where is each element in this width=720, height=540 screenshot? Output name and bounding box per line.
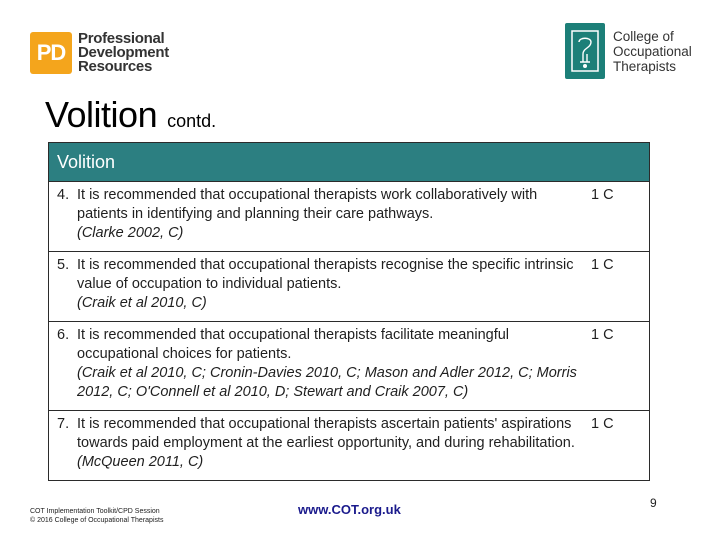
pdr-line-2: Development (78, 44, 169, 61)
table-row (49, 181, 649, 251)
cot-wordmark (613, 29, 692, 74)
pdr-line-3: Resources (78, 58, 153, 75)
pdr-line-1: Professional (78, 30, 165, 47)
recommendation-grade: 1 C (591, 257, 614, 273)
pdr-badge: PD (30, 32, 72, 74)
table-row (49, 321, 649, 410)
table-header: Volition (49, 143, 649, 181)
footer-line-1: COT Implementation Toolkit/CPD Session (30, 508, 160, 515)
pdr-logo (30, 30, 180, 76)
recommendation-citation: (Clarke 2002, C) (77, 225, 184, 241)
recommendation-citation: (Craik et al 2010, C) (77, 295, 207, 311)
title-sub: contd. (167, 111, 217, 131)
cot-line-2: Occupational (613, 43, 692, 59)
table-row (49, 251, 649, 321)
recommendation-number: 5. (57, 257, 70, 273)
recommendation-body: It is recommended that occupational therapists work collaboratively with patients in identifying and planning their care pathways. (77, 187, 538, 222)
cot-emblem-icon (565, 23, 605, 79)
recommendation-text (49, 182, 591, 251)
recommendations-table (48, 142, 650, 481)
slide-title (45, 94, 216, 136)
cot-logo (565, 22, 700, 80)
recommendation-text (49, 252, 591, 321)
recommendation-number: 6. (57, 327, 70, 343)
table-row (49, 410, 649, 480)
recommendation-grade: 1 C (591, 187, 614, 203)
recommendation-grade: 1 C (591, 327, 614, 343)
page-number: 9 (650, 496, 657, 510)
footer-url-link[interactable]: www.COT.org.uk (298, 502, 401, 517)
recommendation-body: It is recommended that occupational therapists facilitate meaningful occupational choices for patients. (77, 327, 510, 362)
footer-line-2: © 2016 College of Occupational Therapists (30, 517, 164, 524)
recommendation-body: It is recommended that occupational therapists ascertain patients' aspirations towards paid employment at the earliest opportunity, and during rehabilitation. (77, 416, 575, 451)
recommendation-text (49, 322, 591, 410)
cot-line-1: College of (613, 28, 674, 44)
recommendation-number: 4. (57, 187, 70, 203)
recommendation-body: It is recommended that occupational therapists recognise the specific intrinsic value of occupation to individual patients. (77, 257, 574, 292)
recommendation-number: 7. (57, 416, 70, 432)
recommendation-citation: (Craik et al 2010, C; Cronin-Davies 2010, C; Mason and Adler 2012, C; Morris 2012, C; O'Connell et al 2010, D; Stewart and Craik 2007, C) (77, 365, 577, 400)
recommendation-citation: (McQueen 2011, C) (77, 454, 204, 470)
recommendation-text (49, 411, 591, 480)
pdr-wordmark (78, 32, 169, 74)
title-main: Volition (45, 94, 158, 135)
cot-line-3: Therapists (613, 58, 677, 74)
recommendation-grade: 1 C (591, 416, 614, 432)
footer-credits (30, 507, 163, 525)
